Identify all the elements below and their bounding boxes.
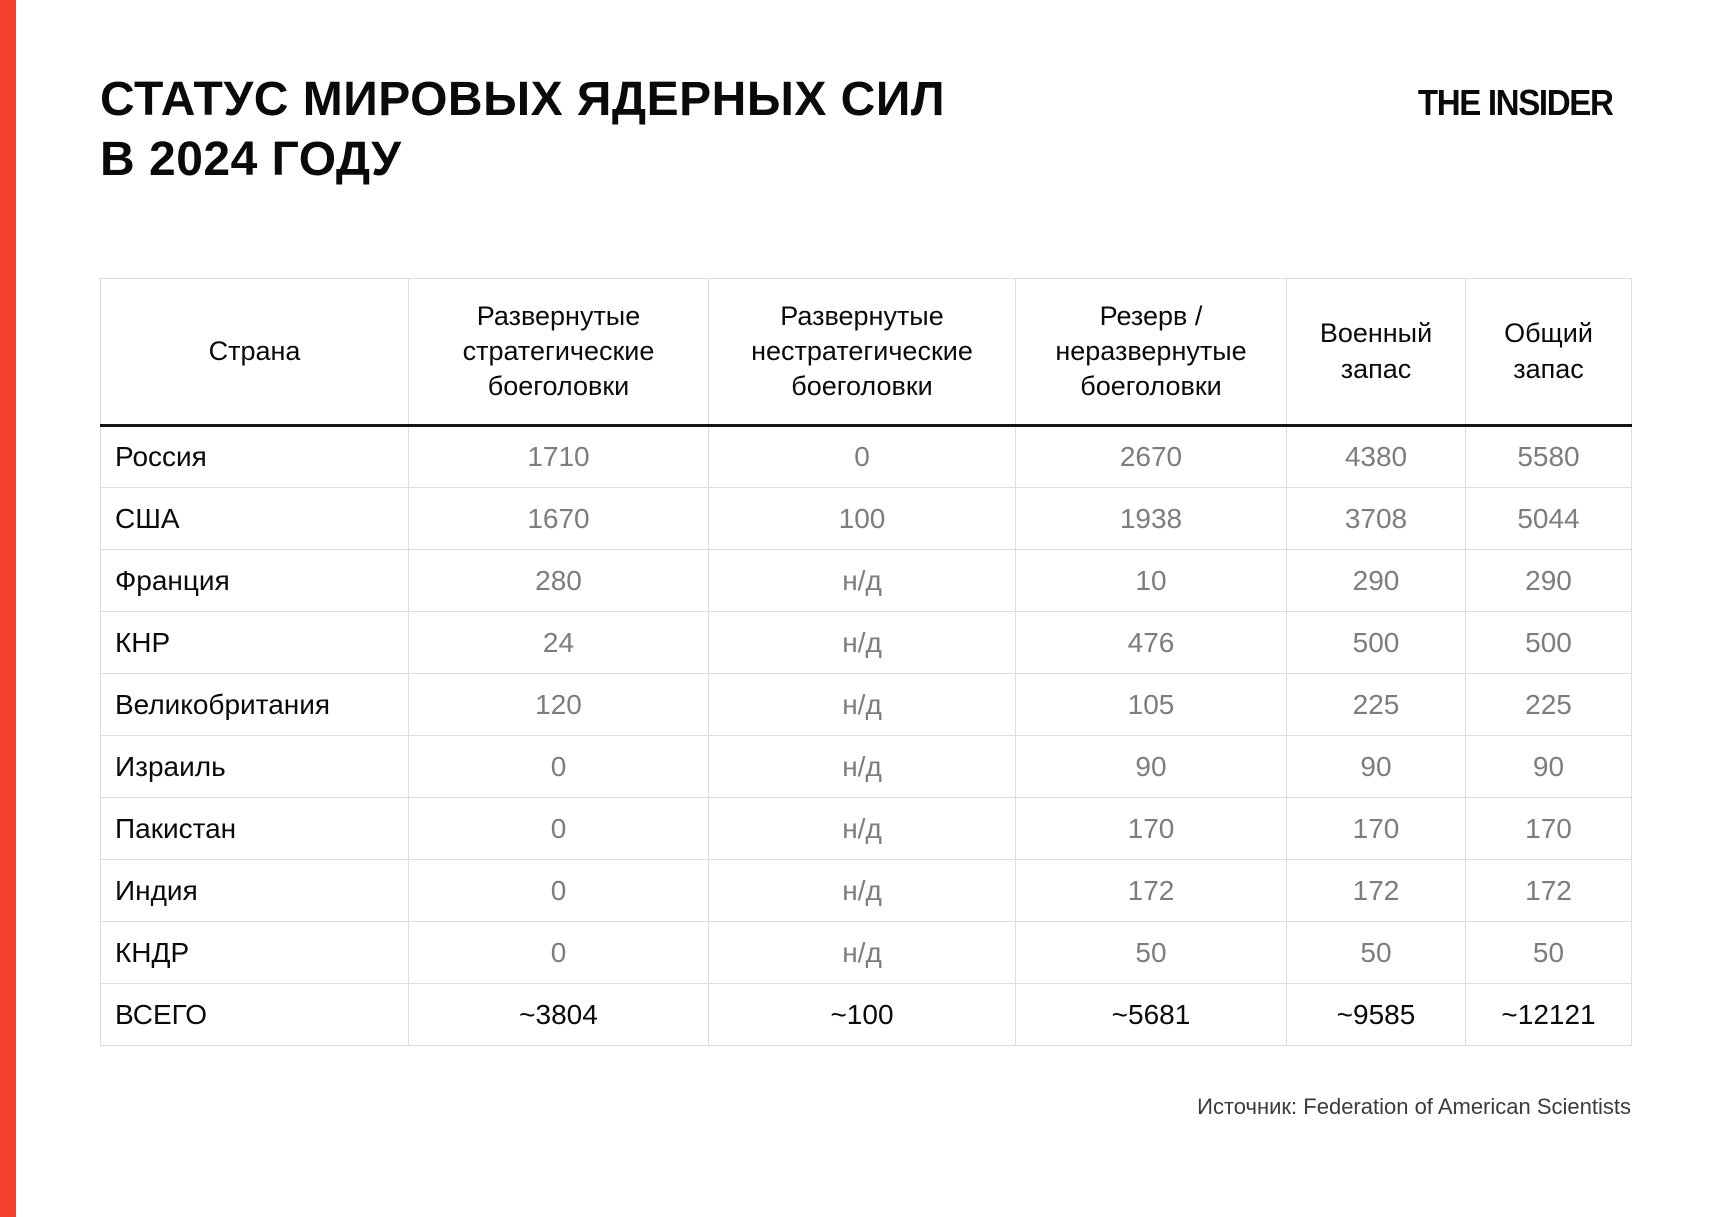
country-cell: КНДР	[101, 922, 409, 984]
value-cell: 280	[409, 550, 709, 612]
country-cell: КНР	[101, 612, 409, 674]
value-cell: 1710	[409, 426, 709, 488]
table-row	[101, 798, 1632, 860]
value-cell: 50	[1466, 922, 1632, 984]
value-cell: н/д	[709, 922, 1016, 984]
table-row	[101, 550, 1632, 612]
country-cell: ВСЕГО	[101, 984, 409, 1046]
table-row	[101, 922, 1632, 984]
table-row	[101, 426, 1632, 488]
accent-stripe	[0, 0, 16, 1217]
table-row	[101, 674, 1632, 736]
value-cell: 0	[409, 922, 709, 984]
country-cell: Россия	[101, 426, 409, 488]
country-cell: Франция	[101, 550, 409, 612]
country-cell: США	[101, 488, 409, 550]
value-cell: 500	[1466, 612, 1632, 674]
table-row	[101, 612, 1632, 674]
column-header-reserve-nondeployed: Резерв / неразвернутые боеголовки	[1016, 279, 1287, 426]
value-cell: 24	[409, 612, 709, 674]
brand-logo: THE INSIDER	[1418, 82, 1613, 123]
value-cell: 90	[1287, 736, 1466, 798]
table-row	[101, 736, 1632, 798]
value-cell: 290	[1287, 550, 1466, 612]
value-cell: 105	[1016, 674, 1287, 736]
value-cell: 0	[409, 798, 709, 860]
value-cell: н/д	[709, 612, 1016, 674]
value-cell: 5044	[1466, 488, 1632, 550]
value-cell: ~12121	[1466, 984, 1632, 1046]
page-title-line-2: В 2024 ГОДУ	[100, 133, 402, 186]
country-cell: Пакистан	[101, 798, 409, 860]
value-cell: 5580	[1466, 426, 1632, 488]
nuclear-forces-table	[100, 278, 1632, 1046]
column-header-military-stockpile: Военный запас	[1287, 279, 1466, 426]
value-cell: 1670	[409, 488, 709, 550]
value-cell: 10	[1016, 550, 1287, 612]
value-cell: 172	[1466, 860, 1632, 922]
value-cell: 476	[1016, 612, 1287, 674]
value-cell: 2670	[1016, 426, 1287, 488]
table-total-row	[101, 984, 1632, 1046]
value-cell: 170	[1016, 798, 1287, 860]
value-cell: 1938	[1016, 488, 1287, 550]
value-cell: 500	[1287, 612, 1466, 674]
value-cell: ~9585	[1287, 984, 1466, 1046]
value-cell: ~5681	[1016, 984, 1287, 1046]
value-cell: ~100	[709, 984, 1016, 1046]
country-cell: Великобритания	[101, 674, 409, 736]
value-cell: н/д	[709, 674, 1016, 736]
value-cell: 50	[1016, 922, 1287, 984]
value-cell: н/д	[709, 736, 1016, 798]
value-cell: 172	[1016, 860, 1287, 922]
value-cell: ~3804	[409, 984, 709, 1046]
value-cell: 172	[1287, 860, 1466, 922]
value-cell: 90	[1016, 736, 1287, 798]
value-cell: 225	[1466, 674, 1632, 736]
value-cell: 170	[1466, 798, 1632, 860]
value-cell: н/д	[709, 550, 1016, 612]
value-cell: 120	[409, 674, 709, 736]
table-row	[101, 488, 1632, 550]
table-header-row	[101, 279, 1632, 426]
source-note: Источник: Federation of American Scientists	[1197, 1094, 1631, 1119]
value-cell: 0	[409, 736, 709, 798]
value-cell: 0	[409, 860, 709, 922]
value-cell: 290	[1466, 550, 1632, 612]
value-cell: 4380	[1287, 426, 1466, 488]
country-cell: Израиль	[101, 736, 409, 798]
country-cell: Индия	[101, 860, 409, 922]
value-cell: 3708	[1287, 488, 1466, 550]
value-cell: 50	[1287, 922, 1466, 984]
column-header-deployed-strategic: Развернутые стратегические боеголовки	[409, 279, 709, 426]
value-cell: 100	[709, 488, 1016, 550]
column-header-deployed-nonstrategic: Развернутые нестратегические боеголовки	[709, 279, 1016, 426]
value-cell: 170	[1287, 798, 1466, 860]
column-header-country: Страна	[101, 279, 409, 426]
table-row	[101, 860, 1632, 922]
value-cell: 90	[1466, 736, 1632, 798]
value-cell: н/д	[709, 798, 1016, 860]
value-cell: 0	[709, 426, 1016, 488]
value-cell: н/д	[709, 860, 1016, 922]
column-header-total-inventory: Общий запас	[1466, 279, 1632, 426]
page-title-line-1: СТАТУС МИРОВЫХ ЯДЕРНЫХ СИЛ	[100, 73, 946, 126]
page-title	[100, 70, 945, 190]
value-cell: 225	[1287, 674, 1466, 736]
